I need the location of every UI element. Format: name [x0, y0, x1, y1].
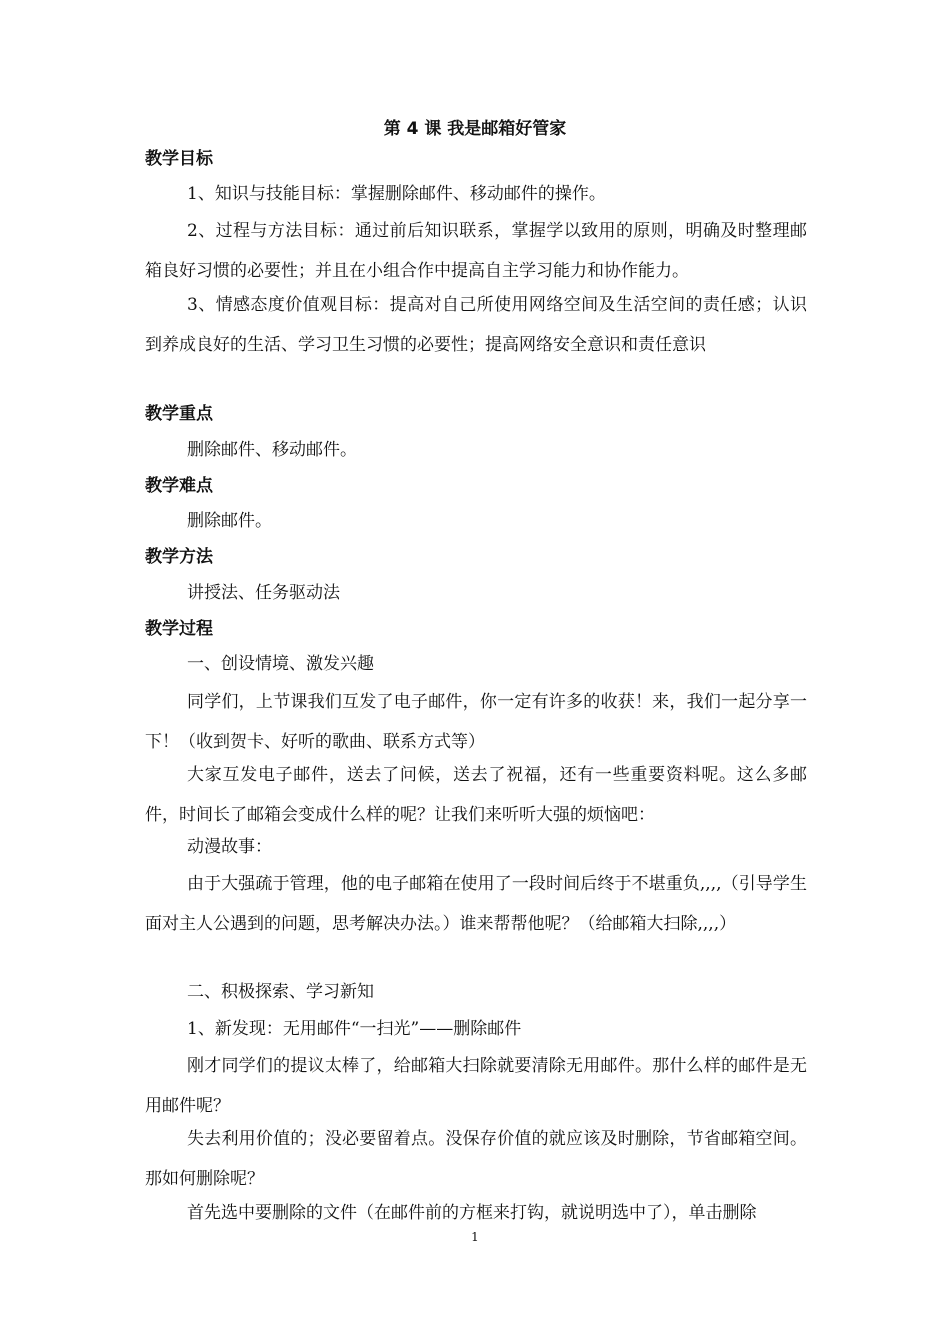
focus-heading: 教学重点 [145, 404, 213, 424]
page-number: 1 [471, 1230, 479, 1244]
process-subheading-1: 1、新发现：无用邮件“一扫光”——删除邮件 [187, 1019, 522, 1039]
process-step-2: 二、积极探索、学习新知 [187, 982, 374, 1002]
goal-1: 1、知识与技能目标：掌握删除邮件、移动邮件的操作。 [187, 184, 606, 204]
process-paragraph-4: 动漫故事： [187, 837, 272, 857]
lesson-title: 第 4 课 我是邮箱好管家 [383, 119, 567, 139]
focus-text: 删除邮件、移动邮件。 [187, 440, 357, 460]
process-paragraph-3: 大家互发电子邮件，送去了问候，送去了祝福，还有一些重要资料呢。这么多邮件，时间长了邮箱会变成什么样的呢？让我们来听听大强的烦恼吧： [145, 765, 807, 825]
process-paragraph-5: 由于大强疏于管理，他的电子邮箱在使用了一段时间后终于不堪重负,,,,（引导学生面对主人公遇到的问题，思考解决办法。）谁来帮帮他呢？（给邮箱大扫除,,,,） [145, 874, 807, 934]
difficulty-text: 删除邮件。 [187, 511, 272, 531]
difficulty-heading: 教学难点 [145, 476, 213, 496]
method-heading: 教学方法 [145, 547, 213, 567]
process-paragraph-10: 首先选中要删除的文件（在邮件前的方框来打钩，就说明选中了），单击删除 [187, 1203, 757, 1223]
process-paragraph-2: 同学们，上节课我们互发了电子邮件，你一定有许多的收获！来，我们一起分享一下！（收到贺卡、好听的歌曲、联系方式等） [145, 692, 807, 752]
process-paragraph-9: 失去利用价值的；没必要留着点。没保存价值的就应该及时删除，节省邮箱空间。那如何删除呢？ [145, 1129, 807, 1189]
process-heading: 教学过程 [145, 619, 213, 639]
method-text: 讲授法、任务驱动法 [187, 583, 340, 603]
process-paragraph-8: 刚才同学们的提议太棒了，给邮箱大扫除就要清除无用邮件。那什么样的邮件是无用邮件呢？ [145, 1056, 807, 1116]
goals-heading: 教学目标 [145, 149, 213, 169]
goal-2: 2、过程与方法目标：通过前后知识联系，掌握学以致用的原则，明确及时整理邮箱良好习惯的必要性；并且在小组合作中提高自主学习能力和协作能力。 [145, 221, 807, 281]
goal-3: 3、情感态度价值观目标：提高对自己所使用网络空间及生活空间的责任感；认识到养成良好的生活、学习卫生习惯的必要性；提高网络安全意识和责任意识 [145, 295, 807, 355]
process-step-1: 一、创设情境、激发兴趣 [187, 654, 374, 674]
